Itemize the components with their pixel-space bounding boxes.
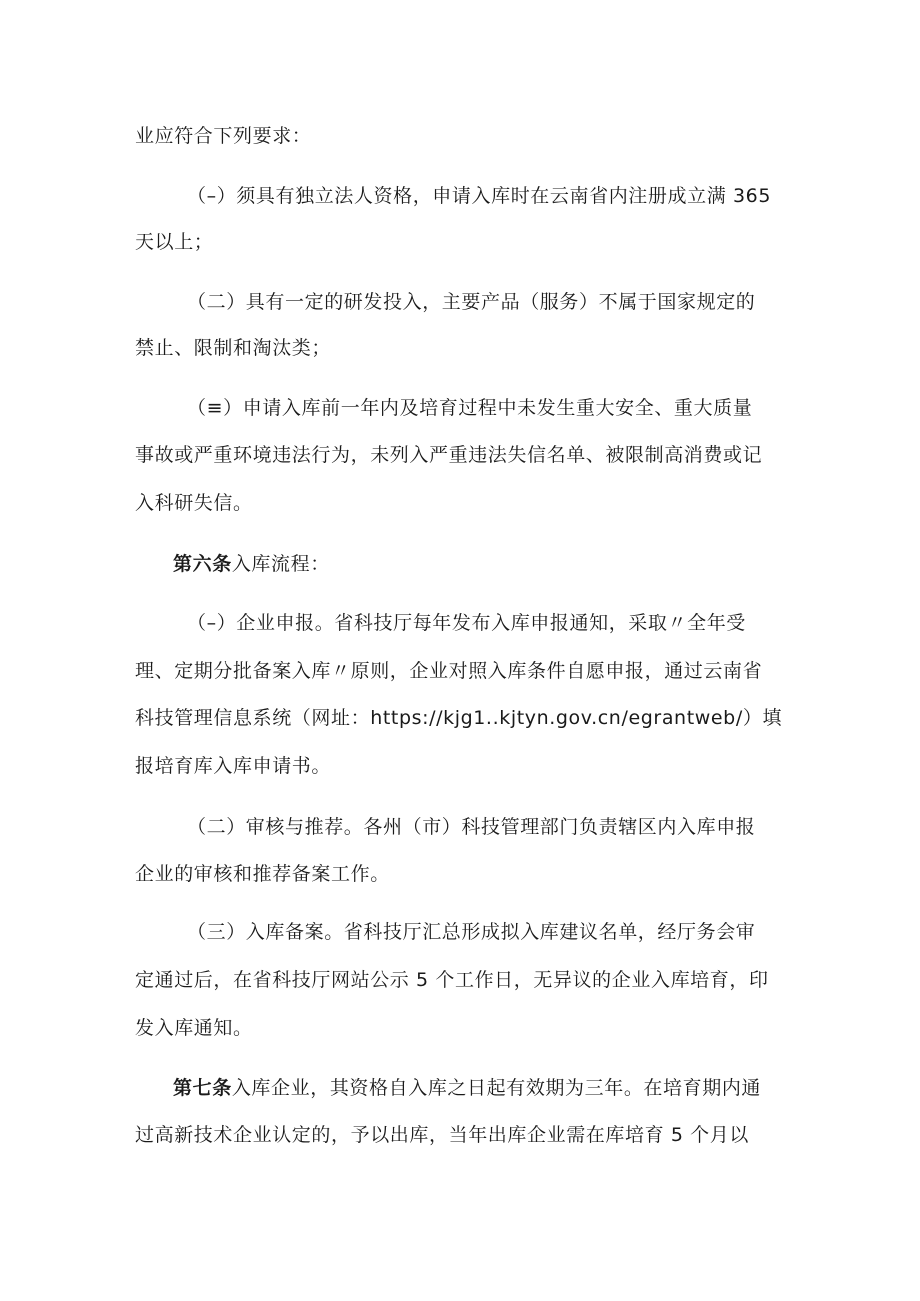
paragraph-line: 科技管理信息系统（网址：https://kjg1..kjtyn.gov.cn/egrantweb/）填 [135, 707, 783, 729]
article-heading-line [173, 1076, 761, 1100]
paragraph-line: 报培育库入库申请书。 [135, 755, 332, 777]
paragraph-line: 理、定期分批备案入库〃原则，企业对照入库条件自愿申报，通过云南省 [135, 660, 763, 682]
paragraph-line: 事故或严重环境违法行为，未列入严重违法失信名单、被限制高消费或记 [135, 444, 763, 466]
paragraph-line: 业应符合下列要求： [135, 125, 312, 147]
paragraph-line: （二）具有一定的研发投入，主要产品（服务）不属于国家规定的 [187, 291, 756, 313]
paragraph-line: （三）入库备案。省科技厅汇总形成拟入库建议名单，经厅务会审 [187, 921, 756, 943]
paragraph-line: 发入库通知。 [135, 1017, 253, 1039]
paragraph-line: 企业的审核和推荐备案工作。 [135, 863, 390, 885]
paragraph-line: （≡）申请入库前一年内及培育过程中未发生重大安全、重大质量 [187, 397, 753, 419]
paragraph-line: （–）须具有独立法人资格，申请入库时在云南省内注册成立满 365 [187, 185, 772, 207]
article-label: 第七条 [173, 1077, 232, 1099]
article-text: 入库流程： [231, 553, 330, 575]
paragraph-line: 天以上； [135, 231, 214, 253]
article-text: 入库企业，其资格自入库之日起有效期为三年。在培育期内通 [231, 1077, 762, 1099]
paragraph-line: 入科研失信。 [135, 492, 253, 514]
article-label: 第六条 [173, 553, 232, 575]
article-heading-line [173, 552, 330, 576]
paragraph-line: 禁止、限制和淘汰类； [135, 337, 332, 359]
paragraph-line: 过高新技术企业认定的，予以出库，当年出库企业需在库培育 5 个月以 [135, 1124, 749, 1146]
paragraph-line: （–）企业申报。省科技厅每年发布入库申报通知，采取〃全年受 [187, 612, 746, 634]
paragraph-line: （二）审核与推荐。各州（市）科技管理部门负责辖区内入库申报 [187, 816, 756, 838]
paragraph-line: 定通过后，在省科技厅网站公示 5 个工作日，无异议的企业入库培育，印 [135, 969, 769, 991]
